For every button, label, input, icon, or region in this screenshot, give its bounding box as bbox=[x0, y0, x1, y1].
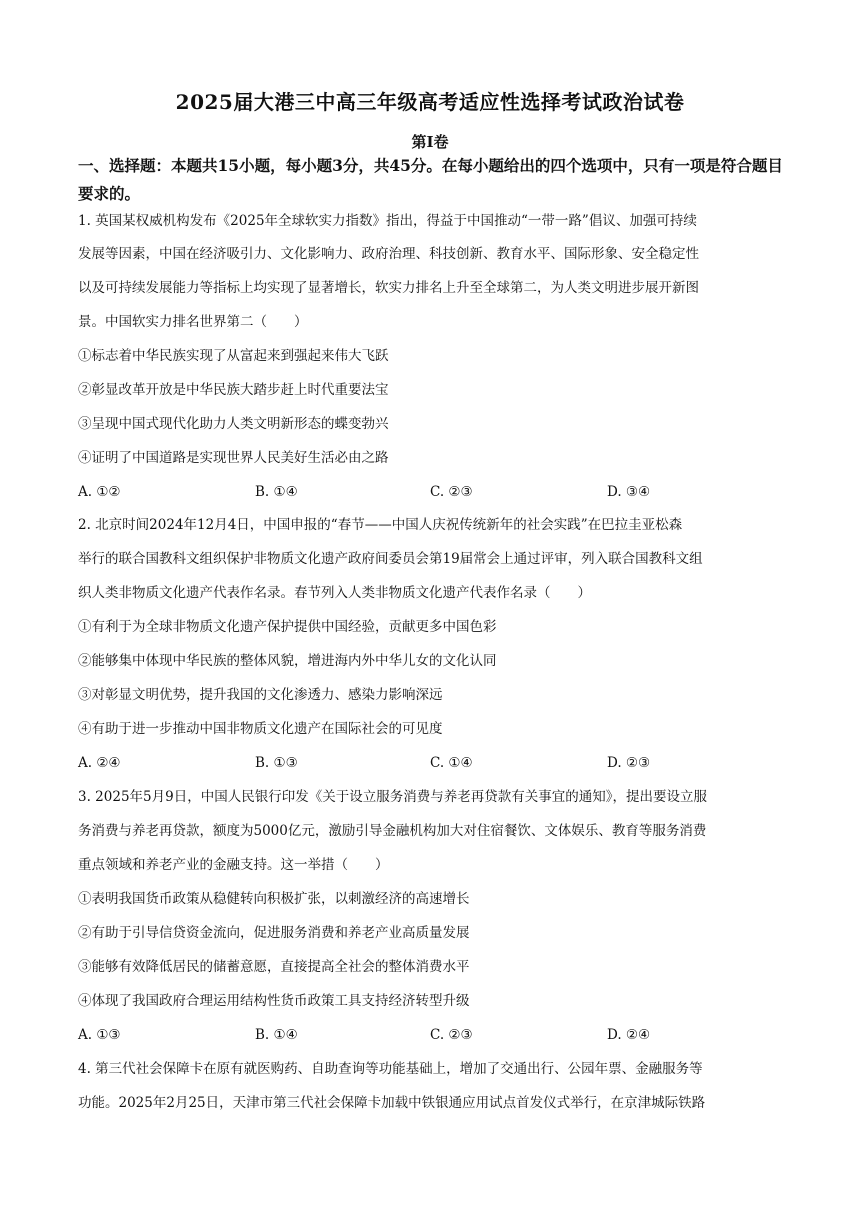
q2-option-d[interactable]: D. ②③ bbox=[607, 755, 651, 771]
q3-statement: ②有助于引导信贷资金流向，促进服务消费和养老产业高质量发展 bbox=[78, 925, 470, 941]
q2-statement: ④有助于进一步推动中国非物质文化遗产在国际社会的可见度 bbox=[78, 721, 443, 737]
q2-statement: ②能够集中体现中华民族的整体风貌，增进海内外中华儿女的文化认同 bbox=[78, 653, 497, 669]
q3-statement: ③能够有效降低居民的储蓄意愿，直接提高全社会的整体消费水平 bbox=[78, 959, 470, 975]
q1-statement: ③呈现中国式现代化助力人类文明新形态的蝶变勃兴 bbox=[78, 416, 389, 432]
q2-option-c[interactable]: C. ①④ bbox=[430, 755, 473, 771]
volume-label: 第Ⅰ卷 bbox=[411, 133, 449, 151]
q3-option-a[interactable]: A. ①③ bbox=[78, 1027, 121, 1043]
q3-option-d[interactable]: D. ②④ bbox=[607, 1027, 651, 1043]
q3-stem-line: 3. 2025年5月9日，中国人民银行印发《关于设立服务消费与养老再贷款有关事宜的通知》，提出要设立服 bbox=[78, 789, 707, 805]
q1-option-b[interactable]: B. ①④ bbox=[255, 484, 298, 500]
q3-statement: ①表明我国货币政策从稳健转向积极扩张，以刺激经济的高速增长 bbox=[78, 891, 470, 907]
q3-option-c[interactable]: C. ②③ bbox=[430, 1027, 473, 1043]
q2-stem-line: 2. 北京时间2024年12月4日，中国申报的“春节——中国人庆祝传统新年的社会实践”在巴拉圭亚松森 bbox=[78, 517, 683, 533]
q1-option-a[interactable]: A. ①② bbox=[78, 484, 121, 500]
q3-option-b[interactable]: B. ①④ bbox=[255, 1027, 298, 1043]
q4-stem-line: 功能。2025年2月25日，天津市第三代社会保障卡加载中铁银通应用试点首发仪式举行，在京津城际铁路 bbox=[78, 1095, 706, 1111]
q1-option-d[interactable]: D. ③④ bbox=[607, 484, 651, 500]
q1-statement: ④证明了中国道路是实现世界人民美好生活必由之路 bbox=[78, 450, 389, 466]
q1-stem-line: 以及可持续发展能力等指标上均实现了显著增长，软实力排名上升至全球第二，为人类文明进步展开新图 bbox=[78, 280, 699, 296]
q2-stem-line: 织人类非物质文化遗产代表作名录。春节列入人类非物质文化遗产代表作名录（ ） bbox=[78, 585, 591, 601]
q1-stem-line: 景。中国软实力排名世界第二（ ） bbox=[78, 314, 308, 330]
q2-stem-line: 举行的联合国教科文组织保护非物质文化遗产政府间委员会第19届常会上通过评审，列入联合国教科文组 bbox=[78, 551, 703, 567]
q1-statement: ①标志着中华民族实现了从富起来到强起来伟大飞跃 bbox=[78, 348, 389, 364]
q1-option-c[interactable]: C. ②③ bbox=[430, 484, 473, 500]
q2-option-b[interactable]: B. ①③ bbox=[255, 755, 298, 771]
q1-stem-line: 发展等因素，中国在经济吸引力、文化影响力、政府治理、科技创新、教育水平、国际形象、安全稳定性 bbox=[78, 246, 699, 262]
exam-title: 2025届大港三中高三年级高考适应性选择考试政治试卷 bbox=[175, 90, 685, 114]
q1-statement: ②彰显改革开放是中华民族大踏步赶上时代重要法宝 bbox=[78, 382, 389, 398]
q2-statement: ①有利于为全球非物质文化遗产保护提供中国经验，贡献更多中国色彩 bbox=[78, 619, 497, 635]
q3-statement: ④体现了我国政府合理运用结构性货币政策工具支持经济转型升级 bbox=[78, 993, 470, 1009]
q2-option-a[interactable]: A. ②④ bbox=[78, 755, 121, 771]
q3-stem-line: 务消费与养老再贷款，额度为5000亿元，激励引导金融机构加大对住宿餐饮、文体娱乐、教育等服务消费 bbox=[78, 823, 707, 839]
q2-statement: ③对彰显文明优势，提升我国的文化渗透力、感染力影响深远 bbox=[78, 687, 443, 703]
section-heading: 一、选择题：本题共15小题，每小题3分，共45分。在每小题给出的四个选项中，只有一项是符合题目要求的。 bbox=[78, 156, 783, 203]
q1-stem-line: 1. 英国某权威机构发布《2025年全球软实力指数》指出，得益于中国推动“一带一路”倡议、加强可持续 bbox=[78, 213, 697, 229]
q3-stem-line: 重点领域和养老产业的金融支持。这一举措（ ） bbox=[78, 857, 389, 873]
q4-stem-line: 4. 第三代社会保障卡在原有就医购药、自助查询等功能基础上，增加了交通出行、公园年票、金融服务等 bbox=[78, 1061, 703, 1077]
